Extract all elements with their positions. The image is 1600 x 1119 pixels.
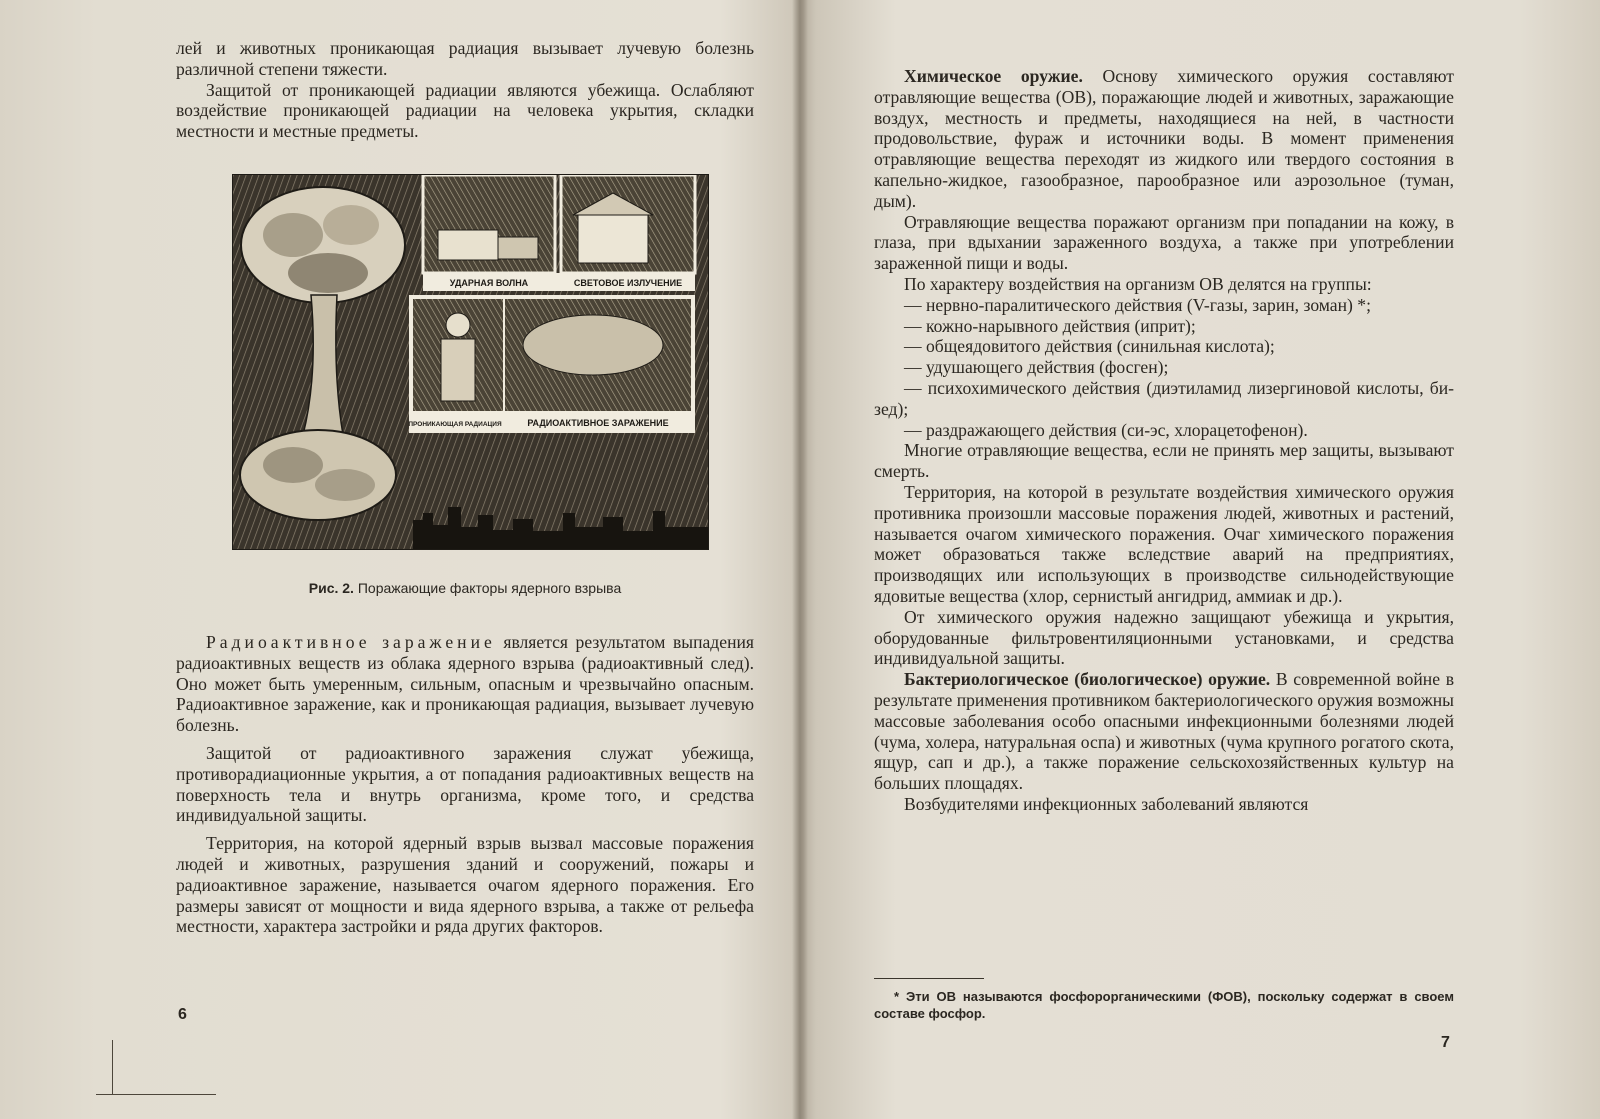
paragraph-radioactive (176, 632, 754, 736)
list-item: — раздражающего действия (си-эс, хлорацетофенон). (904, 419, 1308, 440)
paragraph-text: Основу химического оружия составляют отравляющие вещества (ОВ), поражающие людей и животных, заражающие воздух, местность и предметы, находящиеся на ней, в частности продовольствие, фураж и источники воды. В момент применения отравляющие вещества переходят из жидкого или твердого состояния в капельно-жидкое, газообразное, парообразное или аэрозольное (туман, дым). (874, 66, 1454, 211)
pencil-mark (96, 1094, 216, 1095)
page-number-right: 7 (1441, 1034, 1450, 1051)
list-item: — общеядовитого действия (синильная кислота); (904, 336, 1275, 357)
label-radioactive-contamination: РАДИОАКТИВНОЕ ЗАРАЖЕНИЕ (527, 418, 669, 428)
page-number-left: 6 (178, 1006, 187, 1023)
paragraph: Защитой от проникающей радиации являются убежища. Ослабляют воздействие проникающей радиации на человека укрытия, складки местности и местные предметы. (176, 79, 754, 142)
paragraph-chemical (874, 66, 1454, 212)
footnote-text: * Эти ОВ называются фосфорорганическими (ФОВ), поскольку содержат в своем составе фосфор. (874, 989, 1454, 1021)
paragraph: Многие отравляющие вещества, если не принять мер защиты, вызывают смерть. (874, 440, 1454, 482)
label-shock-wave: УДАРНАЯ ВОЛНА (449, 278, 529, 288)
paragraph: лей и животных проникающая радиация вызывает лучевую болезнь различной степени тяжести. (176, 38, 754, 79)
paragraph-bacteriological (874, 669, 1454, 794)
paragraph: По характеру воздействия на организм ОВ делятся на группы: (904, 273, 1372, 294)
heading-chemical-weapon: Химическое оружие. (904, 66, 1083, 86)
paragraph: Территория, на которой в результате воздействия химического оружия противника произошли массовые поражения людей, животных и растений, называется очагом химического поражения. Очаг химического поражения может образоваться также вследствие аварий на предприятиях, производящих или использующих в производстве сильнодействующие ядовитые вещества (хлор, сернистый ангидрид, аммиак и др.). (874, 481, 1454, 606)
paragraph-text: является результатом выпадения радиоактивных веществ из облака ядерного взрыва (радиоактивный след). Оно может быть умеренным, сильным, опасным и чрезвычайно опасным. Радиоактивное заражение, как и проникающая радиация, вызывает лучевую болезнь. (176, 632, 754, 736)
paragraph: Возбудителями инфекционных заболеваний являются (904, 793, 1309, 814)
pencil-mark (112, 1040, 113, 1095)
right-text (874, 66, 1454, 815)
nuclear-explosion-illustration (232, 174, 709, 550)
figure-caption (176, 580, 754, 596)
paragraph: От химического оружия надежно защищают убежища и укрытия, оборудованные фильтровентиляционными установками, и средства индивидуальной защиты. (874, 606, 1454, 669)
illustration-svg (233, 175, 708, 549)
term-radioactive-contamination: Радиоактивное заражение (206, 632, 496, 652)
list-item: — нервно-паралитического действия (V-газы, зарин, зоман) *; (904, 294, 1371, 315)
footnote (874, 988, 1454, 1022)
paragraph: Защитой от радиоактивного заражения служат убежища, противорадиационные укрытия, а от попадания радиоактивных веществ на поверхность тела и внутрь организма, кроме того, и средства индивидуальной защиты. (176, 742, 754, 826)
heading-bacteriological-weapon: Бактериологическое (биологическое) оружие. (904, 669, 1271, 690)
list-item: — удушающего действия (фосген); (904, 357, 1169, 378)
list-item: — психохимического действия (диэтиламид лизергиновой кислоты, би-зед); (874, 377, 1454, 419)
left-bottom-text (176, 632, 754, 937)
label-light-emission: СВЕТОВОЕ ИЗЛУЧЕНИЕ (573, 278, 683, 288)
label-penetrating-radiation: ПРОНИКАЮЩАЯ РАДИАЦИЯ (408, 421, 502, 428)
caption-text: Поражающие факторы ядерного взрыва (357, 580, 622, 596)
paragraph-text: В современной войне в результате применения противником бактериологического оружия возможны массовые заболевания особо опасными инфекционными болезнями людей (чума, холера, натуральная оспа) и животных (чума крупного рогатого скота, ящур, сап и др.), а также поражение сельскохозяйственных культур на больших площадях. (874, 669, 1455, 794)
footnote-rule (874, 978, 984, 979)
paragraph: Отравляющие вещества поражают организм при попадании на кожу, в глаза, при вдыхании зараженного воздуха, а также при употреблении зараженной пищи и воды. (874, 211, 1454, 274)
left-top-text (176, 38, 754, 142)
caption-prefix: Рис. 2. (308, 580, 354, 596)
paragraph: Территория, на которой ядерный взрыв вызвал массовые поражения людей и животных, разрушения зданий и сооружений, пожары и радиоактивное заражение, называется очагом ядерного поражения. Его размеры зависят от мощности и вида ядерного взрыва, а также от рельефа местности, характера застройки и ряда других факторов. (176, 833, 754, 937)
list-item: — кожно-нарывного действия (иприт); (904, 315, 1196, 336)
